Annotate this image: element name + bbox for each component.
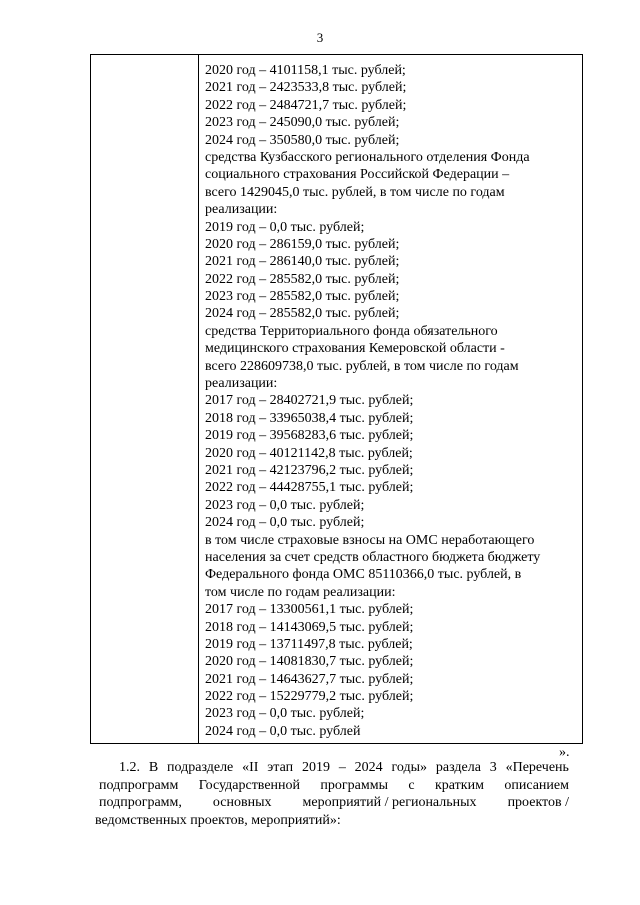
funding-line: всего 1429045,0 тыс. рублей, в том числе по годам — [205, 184, 505, 200]
paragraph-word: проектов / — [507, 795, 569, 810]
funding-line: 2022 год – 44428755,1 тыс. рублей; — [205, 480, 414, 496]
funding-line: 2021 год – 42123796,2 тыс. рублей; — [205, 462, 414, 478]
paragraph-word: основных — [212, 795, 272, 810]
paragraph-word: этап — [267, 760, 294, 775]
paragraph-word: В — [148, 760, 159, 775]
paragraph-line — [95, 812, 569, 830]
funding-line: 2020 год – 4101158,1 тыс. рублей; — [205, 63, 406, 78]
funding-line: 2019 год – 0,0 тыс. рублей; — [205, 219, 365, 235]
funding-line: 2023 год – 0,0 тыс. рублей; — [205, 497, 365, 513]
funding-line: 2019 год – 13711497,8 тыс. рублей; — [205, 636, 413, 652]
funding-line: всего 228609738,0 тыс. рублей, в том числе по годам — [205, 358, 519, 374]
paragraph-line — [99, 794, 569, 812]
paragraph-word: описанием — [504, 777, 569, 793]
funding-line: 2020 год – 286159,0 тыс. рублей; — [205, 236, 400, 252]
paragraph-word: Государственной — [198, 777, 301, 793]
paragraph-word: программы — [320, 777, 388, 793]
funding-line: населения за счет средств областного бюджета бюджету — [205, 549, 541, 565]
funding-line: 2022 год – 2484721,7 тыс. рублей; — [205, 97, 407, 113]
passport-table — [90, 54, 583, 744]
paragraph-word: 3 — [489, 760, 497, 775]
paragraph-word: ведомственных проектов, мероприятий»: — [95, 812, 341, 828]
funding-line: 2022 год – 285582,0 тыс. рублей; — [205, 271, 400, 287]
paragraph-line — [99, 759, 569, 777]
paragraph-word: «II — [242, 760, 259, 775]
funding-line: 2021 год – 286140,0 тыс. рублей; — [205, 254, 400, 270]
funding-line: 2019 год – 39568283,6 тыс. рублей; — [205, 428, 414, 444]
funding-line: средства Кузбасского регионального отделения Фонда — [205, 149, 530, 165]
funding-line: 2020 год – 40121142,8 тыс. рублей; — [205, 445, 413, 461]
paragraph-word: раздела — [435, 760, 481, 775]
paragraph-word: 2019 — [301, 760, 330, 775]
funding-line: медицинского страхования Кемеровской области - — [205, 341, 505, 357]
funding-line: средства Территориального фонда обязательного — [205, 323, 498, 339]
page-number: 3 — [316, 30, 324, 45]
paragraph-word: мероприятий / региональных — [302, 795, 477, 810]
paragraph-word: кратким — [435, 777, 484, 793]
funding-line: в том числе страховые взносы на ОМС неработающего — [205, 532, 535, 548]
funding-line: 2018 год – 33965038,4 тыс. рублей; — [205, 410, 414, 426]
funding-line: 2024 год – 0,0 тыс. рублей — [205, 723, 361, 739]
funding-line: реализации: — [205, 202, 278, 218]
paragraph-word: подпрограмм, — [99, 795, 182, 810]
paragraph-word: 1.2. — [119, 760, 140, 775]
funding-line: Федерального фонда ОМС 85110366,0 тыс. рублей, в — [205, 567, 522, 583]
paragraph-word: годы» — [391, 760, 428, 775]
paragraph-word: 2024 — [354, 760, 383, 775]
paragraph-word: подпрограмм — [99, 777, 179, 793]
funding-line: 2023 год – 0,0 тыс. рублей; — [205, 706, 365, 722]
funding-line: 2024 год – 0,0 тыс. рублей; — [205, 515, 365, 531]
paragraph-word: – — [338, 760, 346, 775]
paragraph-word: с — [408, 777, 415, 793]
funding-line: 2022 год – 15229779,2 тыс. рублей; — [205, 689, 414, 705]
funding-line: 2023 год – 285582,0 тыс. рублей; — [205, 289, 400, 305]
funding-line: 2020 год – 14081830,7 тыс. рублей; — [205, 654, 414, 670]
funding-line: социального страхования Российской Федерации – — [205, 167, 510, 183]
paragraph-line — [99, 777, 569, 795]
funding-line: том числе по годам реализации: — [205, 584, 396, 600]
paragraph-word: «Перечень — [505, 760, 569, 775]
body-paragraph — [95, 759, 569, 829]
table-cell-content — [199, 55, 583, 744]
funding-line: 2021 год – 14643627,7 тыс. рублей; — [205, 671, 414, 687]
funding-line: 2017 год – 28402721,9 тыс. рублей; — [205, 393, 414, 409]
funding-text — [199, 55, 582, 740]
funding-line: 2024 год – 285582,0 тыс. рублей; — [205, 306, 400, 322]
funding-line: 2023 год – 245090,0 тыс. рублей; — [205, 115, 400, 131]
closing-quote: ». — [559, 745, 570, 760]
funding-line: 2024 год – 350580,0 тыс. рублей; — [205, 132, 400, 148]
table-cell-label — [91, 55, 199, 744]
paragraph-word: подразделе — [167, 760, 234, 775]
funding-line: 2018 год – 14143069,5 тыс. рублей; — [205, 619, 414, 635]
funding-line: реализации: — [205, 376, 278, 392]
funding-line: 2017 год – 13300561,1 тыс. рублей; — [205, 602, 414, 618]
table-row — [91, 55, 583, 744]
funding-line: 2021 год – 2423533,8 тыс. рублей; — [205, 80, 407, 96]
